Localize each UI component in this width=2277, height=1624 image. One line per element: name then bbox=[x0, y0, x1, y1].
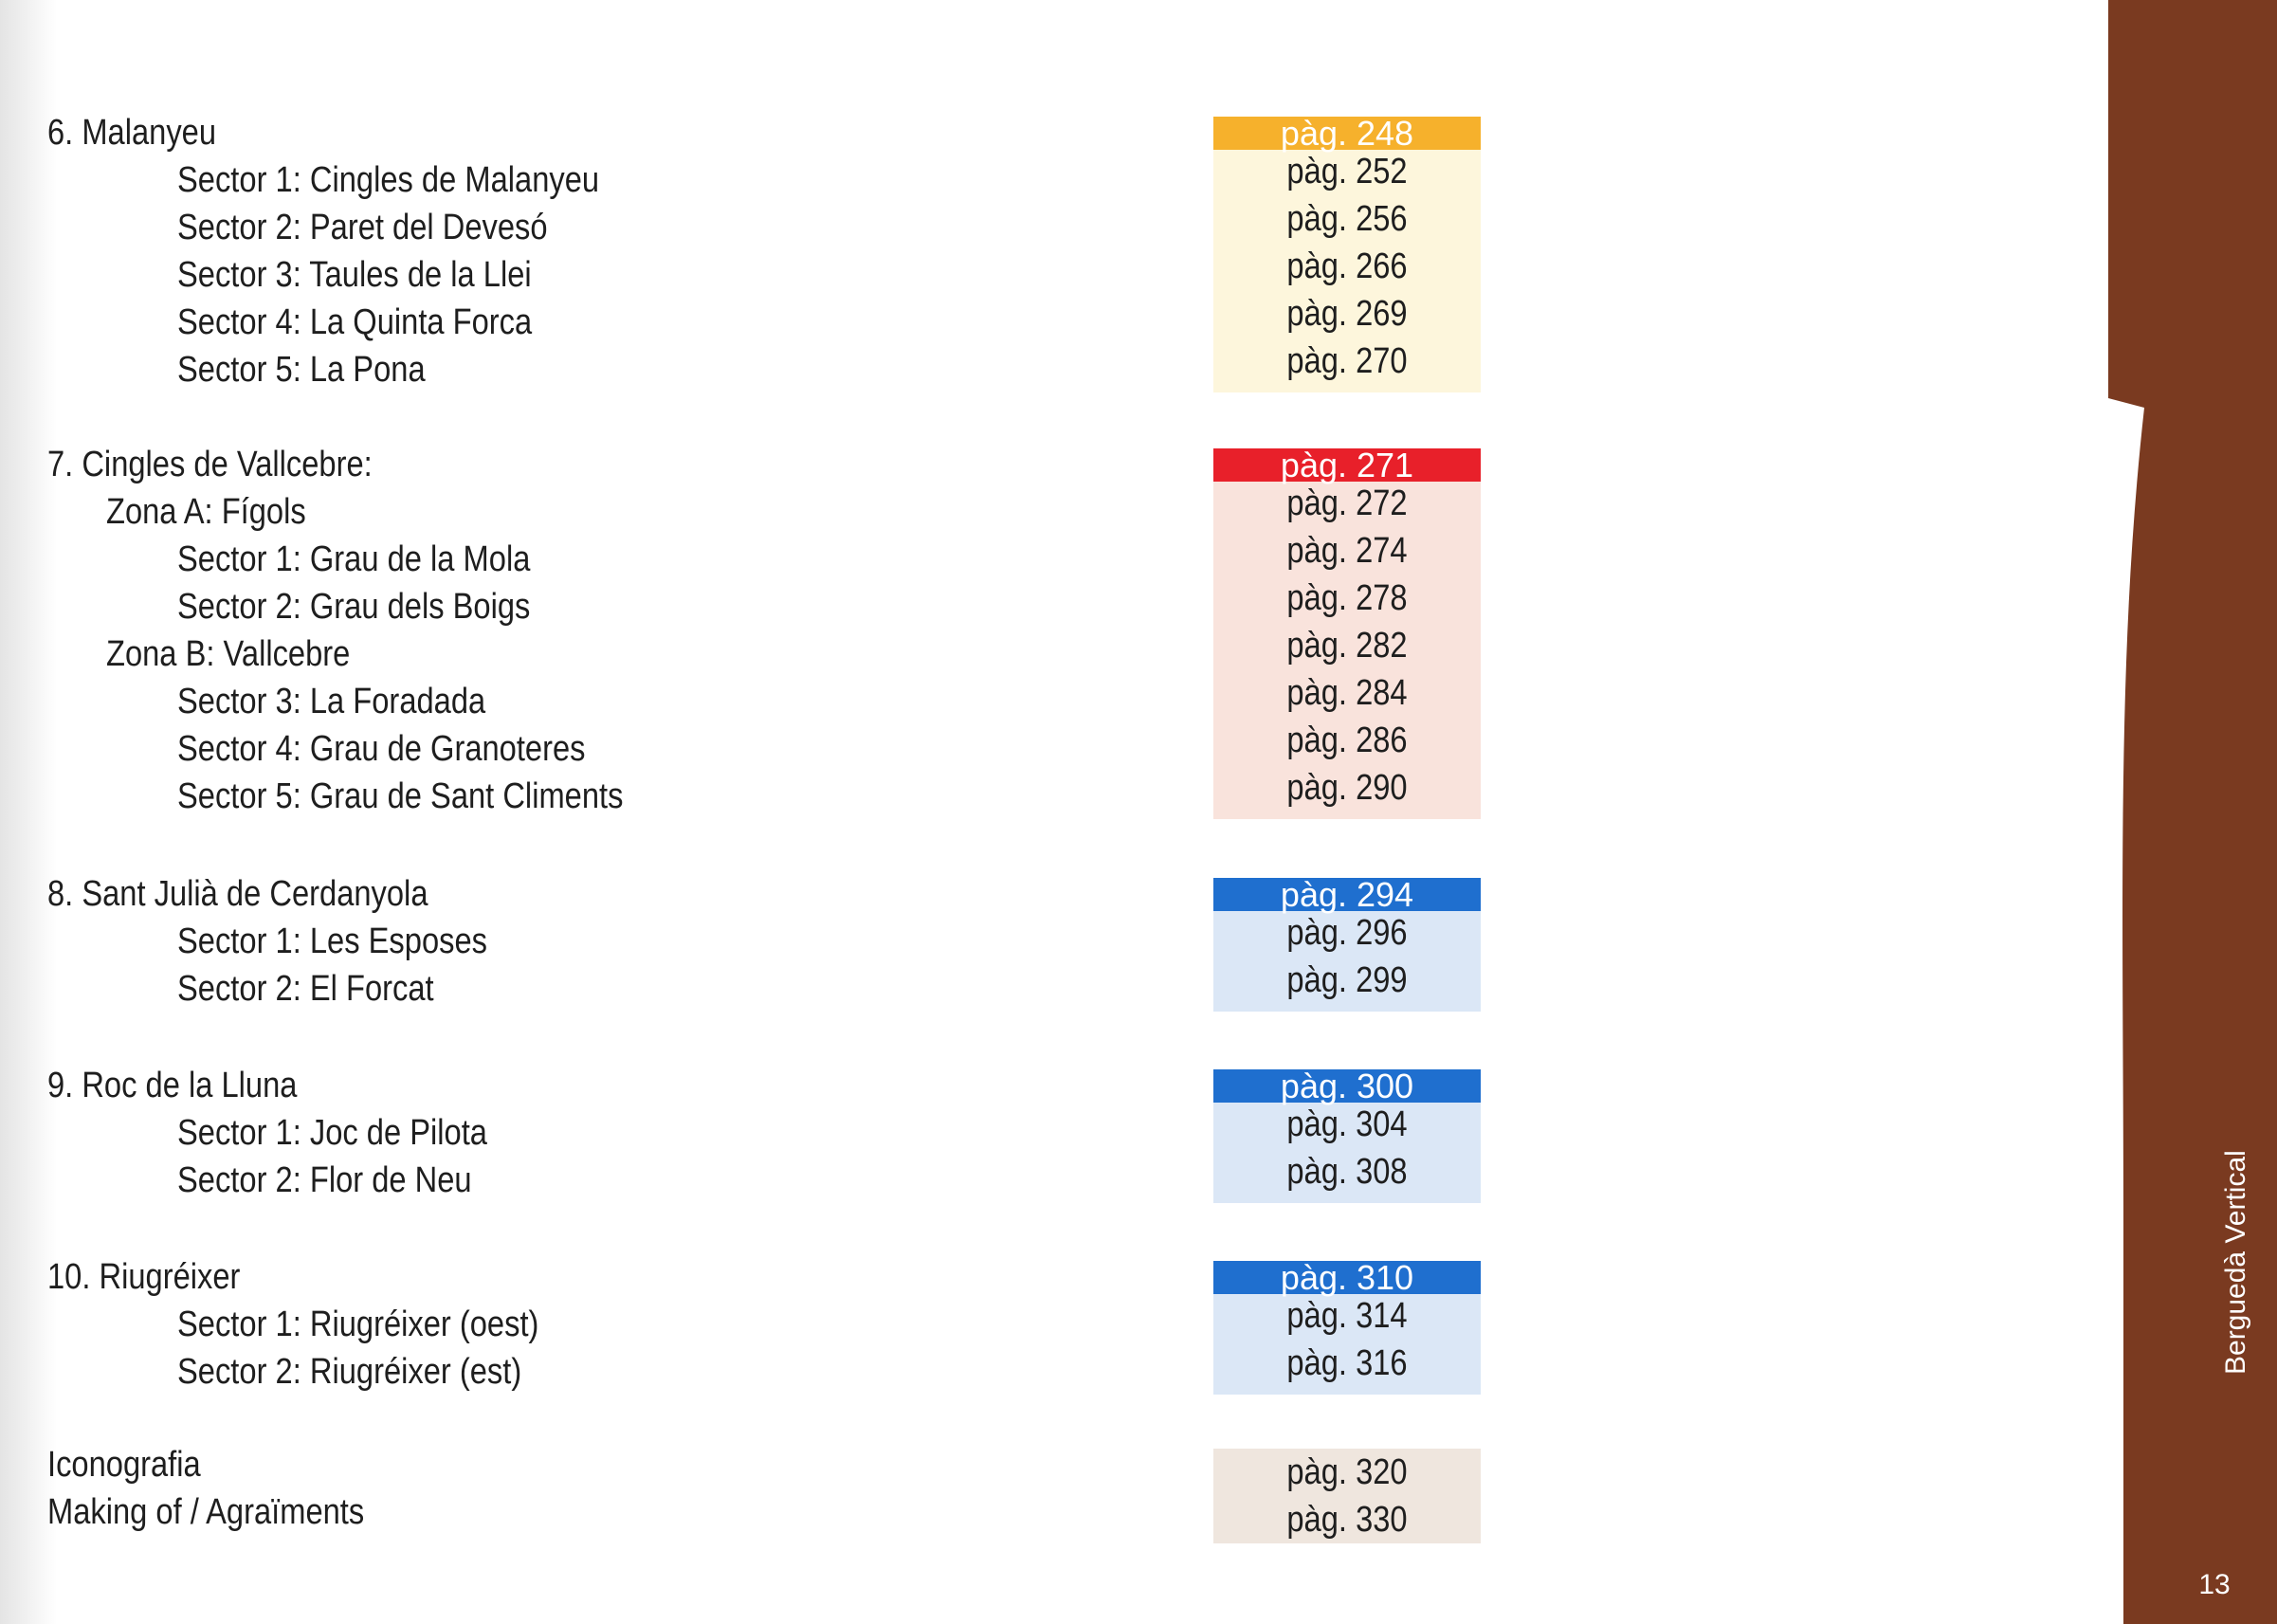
toc-sector-title: Sector 2: Riugréixer (est) bbox=[177, 1352, 522, 1392]
toc-sector-title: Sector 4: Grau de Granoteres bbox=[177, 729, 586, 769]
toc-sector-title: Sector 2: El Forcat bbox=[177, 969, 434, 1009]
page-ref: pàg. 274 bbox=[1286, 531, 1408, 571]
toc-sector-title: Sector 2: Flor de Neu bbox=[177, 1160, 472, 1200]
page-number: 13 bbox=[2198, 1569, 2231, 1600]
toc-sector-title: Sector 2: Grau dels Boigs bbox=[177, 587, 531, 627]
page-ref: pàg. 272 bbox=[1286, 484, 1408, 523]
spine-band bbox=[2106, 0, 2277, 1624]
page-ref-highlight: pàg. 310 bbox=[1213, 1261, 1481, 1294]
toc-sector-title: Sector 4: La Quinta Forca bbox=[177, 302, 533, 342]
page-ref: pàg. 270 bbox=[1286, 341, 1408, 381]
page-ref: pàg. 320 bbox=[1286, 1452, 1408, 1492]
page-ref: pàg. 308 bbox=[1286, 1152, 1408, 1192]
page-ref-box bbox=[1213, 1069, 1481, 1203]
page-ref-box bbox=[1213, 1449, 1481, 1543]
page-ref: pàg. 296 bbox=[1286, 913, 1408, 953]
page-ref-highlight: pàg. 294 bbox=[1213, 878, 1481, 911]
toc-section-title: 10. Riugréixer bbox=[47, 1257, 241, 1297]
page-ref: pàg. 252 bbox=[1286, 152, 1408, 192]
toc-section-title: Iconografia bbox=[47, 1445, 201, 1485]
page-ref-box bbox=[1213, 114, 1481, 392]
toc-sector-title: Sector 5: La Pona bbox=[177, 350, 426, 390]
toc-sector-title: Sector 1: Joc de Pilota bbox=[177, 1113, 487, 1153]
page-ref: pàg. 330 bbox=[1286, 1500, 1408, 1540]
page-ref: pàg. 286 bbox=[1286, 721, 1408, 760]
page-ref: pàg. 282 bbox=[1286, 626, 1408, 666]
toc-section-title: Making of / Agraïments bbox=[47, 1492, 365, 1532]
page-ref-box bbox=[1213, 1258, 1481, 1395]
page-ref: pàg. 314 bbox=[1286, 1296, 1408, 1336]
toc-sector-title: Sector 2: Paret del Devesó bbox=[177, 208, 548, 247]
toc-sector-title: Sector 5: Grau de Sant Climents bbox=[177, 776, 624, 816]
page-ref-highlight: pàg. 271 bbox=[1213, 448, 1481, 482]
page-ref-highlight: pàg. 300 bbox=[1213, 1069, 1481, 1103]
toc-sector-title: Sector 1: Les Esposes bbox=[177, 921, 487, 961]
page-ref: pàg. 269 bbox=[1286, 294, 1408, 334]
toc-section-title: 6. Malanyeu bbox=[47, 113, 217, 153]
page-ref: pàg. 278 bbox=[1286, 578, 1408, 618]
toc-sector-title: Sector 1: Grau de la Mola bbox=[177, 539, 531, 579]
toc-sector-title: Sector 3: La Foradada bbox=[177, 682, 486, 721]
page-ref: pàg. 299 bbox=[1286, 960, 1408, 1000]
page-ref: pàg. 304 bbox=[1286, 1104, 1408, 1144]
toc-zone-title: Zona A: Fígols bbox=[106, 492, 306, 532]
page-ref-box bbox=[1213, 875, 1481, 1012]
page-ref: pàg. 266 bbox=[1286, 246, 1408, 286]
toc-sector-title: Sector 1: Riugréixer (oest) bbox=[177, 1305, 539, 1344]
toc-section-title: 9. Roc de la Lluna bbox=[47, 1066, 298, 1105]
toc-sector-title: Sector 3: Taules de la Llei bbox=[177, 255, 532, 295]
toc-sector-title: Sector 1: Cingles de Malanyeu bbox=[177, 160, 600, 200]
toc-section-title: 8. Sant Julià de Cerdanyola bbox=[47, 874, 428, 914]
page-ref-box bbox=[1213, 448, 1481, 819]
spine-title-text: Berguedà Vertical bbox=[2220, 1150, 2251, 1375]
page-ref: pàg. 316 bbox=[1286, 1343, 1408, 1383]
page-ref-highlight: pàg. 248 bbox=[1213, 117, 1481, 150]
page-ref: pàg. 290 bbox=[1286, 768, 1408, 808]
toc-zone-title: Zona B: Vallcebre bbox=[106, 634, 351, 674]
page-ref: pàg. 256 bbox=[1286, 199, 1408, 239]
page-ref: pàg. 284 bbox=[1286, 673, 1408, 713]
toc-section-title: 7. Cingles de Vallcebre: bbox=[47, 445, 373, 484]
